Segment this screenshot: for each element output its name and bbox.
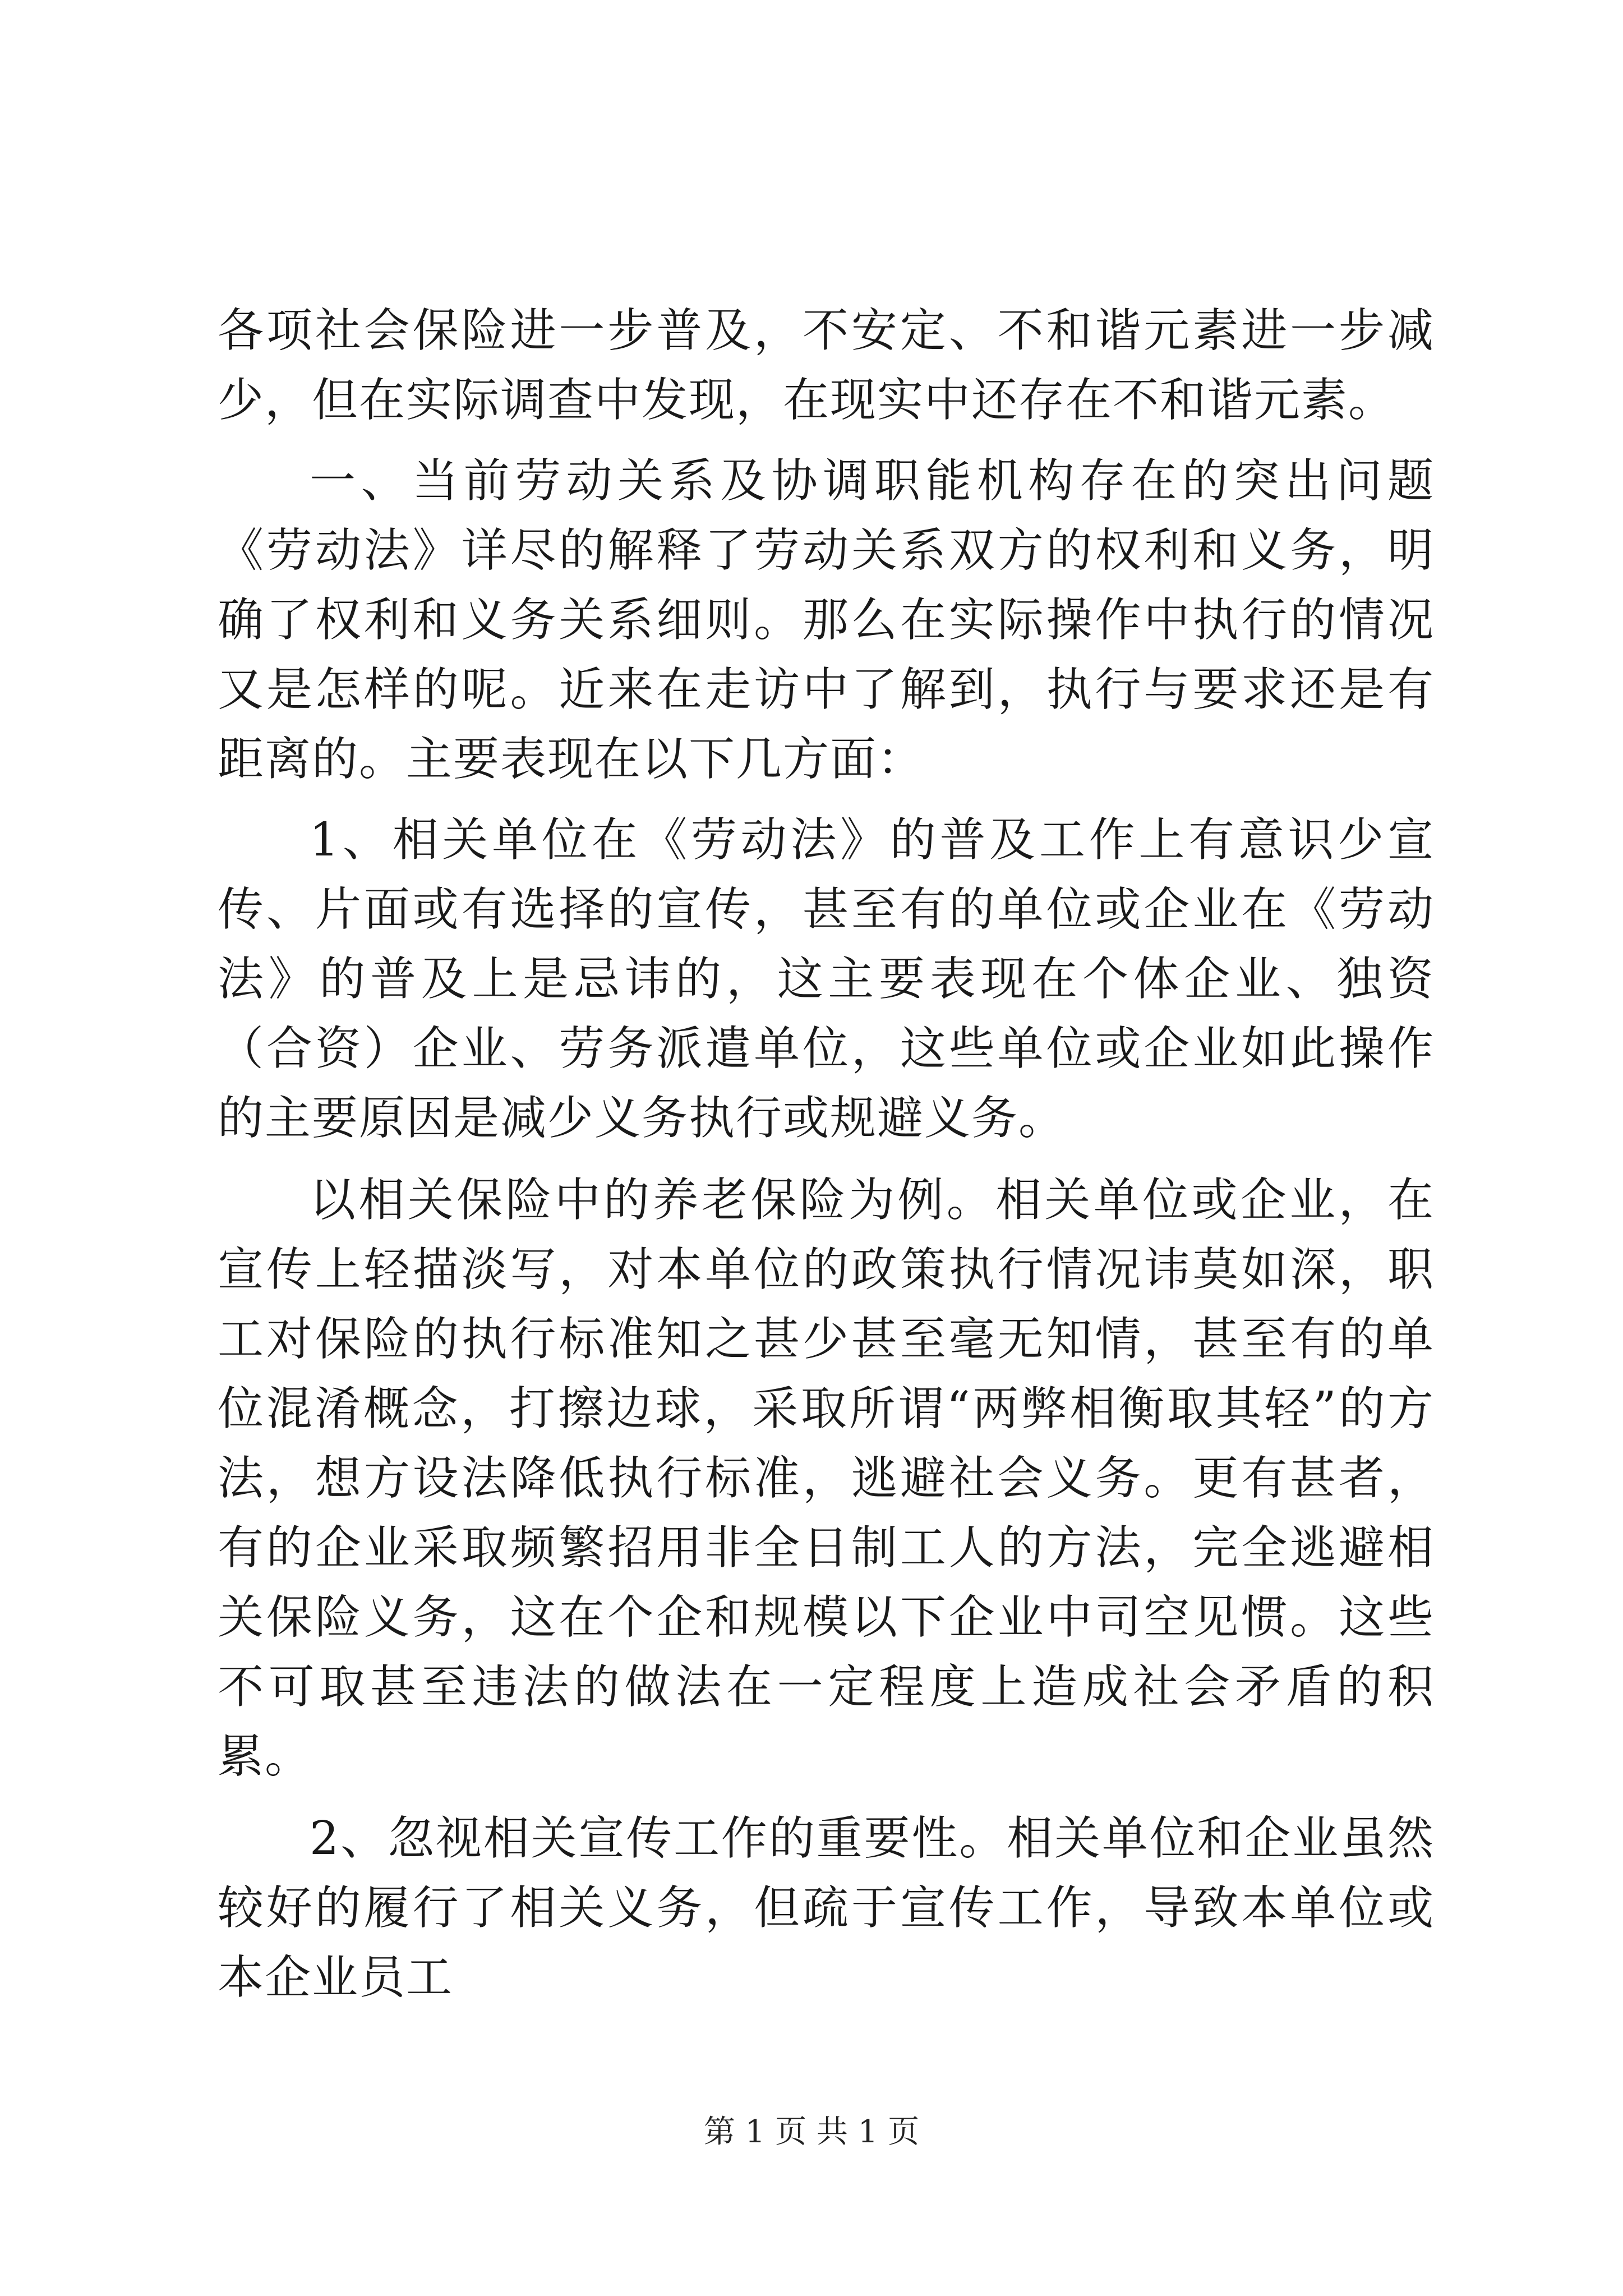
page-footer: 第 1 页 共 1 页 [703,2114,920,2150]
paragraph-2: 一、当前劳动关系及协调职能机构存在的突出问题《劳动法》详尽的解释了劳动关系双方的权利和义务，明确了权利和义务关系细则。那么在实际操作中执行的情况又是怎样的呢。近来在走访中了解到，执行与要求还是有距离的。主要表现在以下几方面： [218,454,1435,786]
document-body [218,296,1435,2013]
paragraph-3: 1、相关单位在《劳动法》的普及工作上有意识少宣传、片面或有选择的宣传，甚至有的单位或企业在《劳动法》的普及上是忌讳的，这主要表现在个体企业、独资（合资）企业、劳务派遣单位，这些单位或企业如此操作的主要原因是减少义务执行或规避义务。 [218,813,1435,1145]
paragraph-5: 2、忽视相关宣传工作的重要性。相关单位和企业虽然较好的履行了相关义务，但疏于宣传工作，导致本单位或本企业员工 [218,1812,1435,2004]
paragraph-1: 各项社会保险进一步普及，不安定、不和谐元素进一步减少，但在实际调查中发现，在现实中还存在不和谐元素。 [218,304,1435,427]
paragraph-4: 以相关保险中的养老保险为例。相关单位或企业，在宣传上轻描淡写，对本单位的政策执行情况讳莫如深，职工对保险的执行标准知之甚少甚至毫无知情，甚至有的单位混淆概念，打擦边球，采取所谓“两弊相衡取其轻”的方法，想方设法降低执行标准，逃避社会义务。更有甚者，有的企业采取频繁招用非全日制工人的方法，完全逃避相关保险义务，这在个企和规模以下企业中司空见惯。这些不可取甚至违法的做法在一定程度上造成社会矛盾的积累。 [218,1174,1435,1783]
